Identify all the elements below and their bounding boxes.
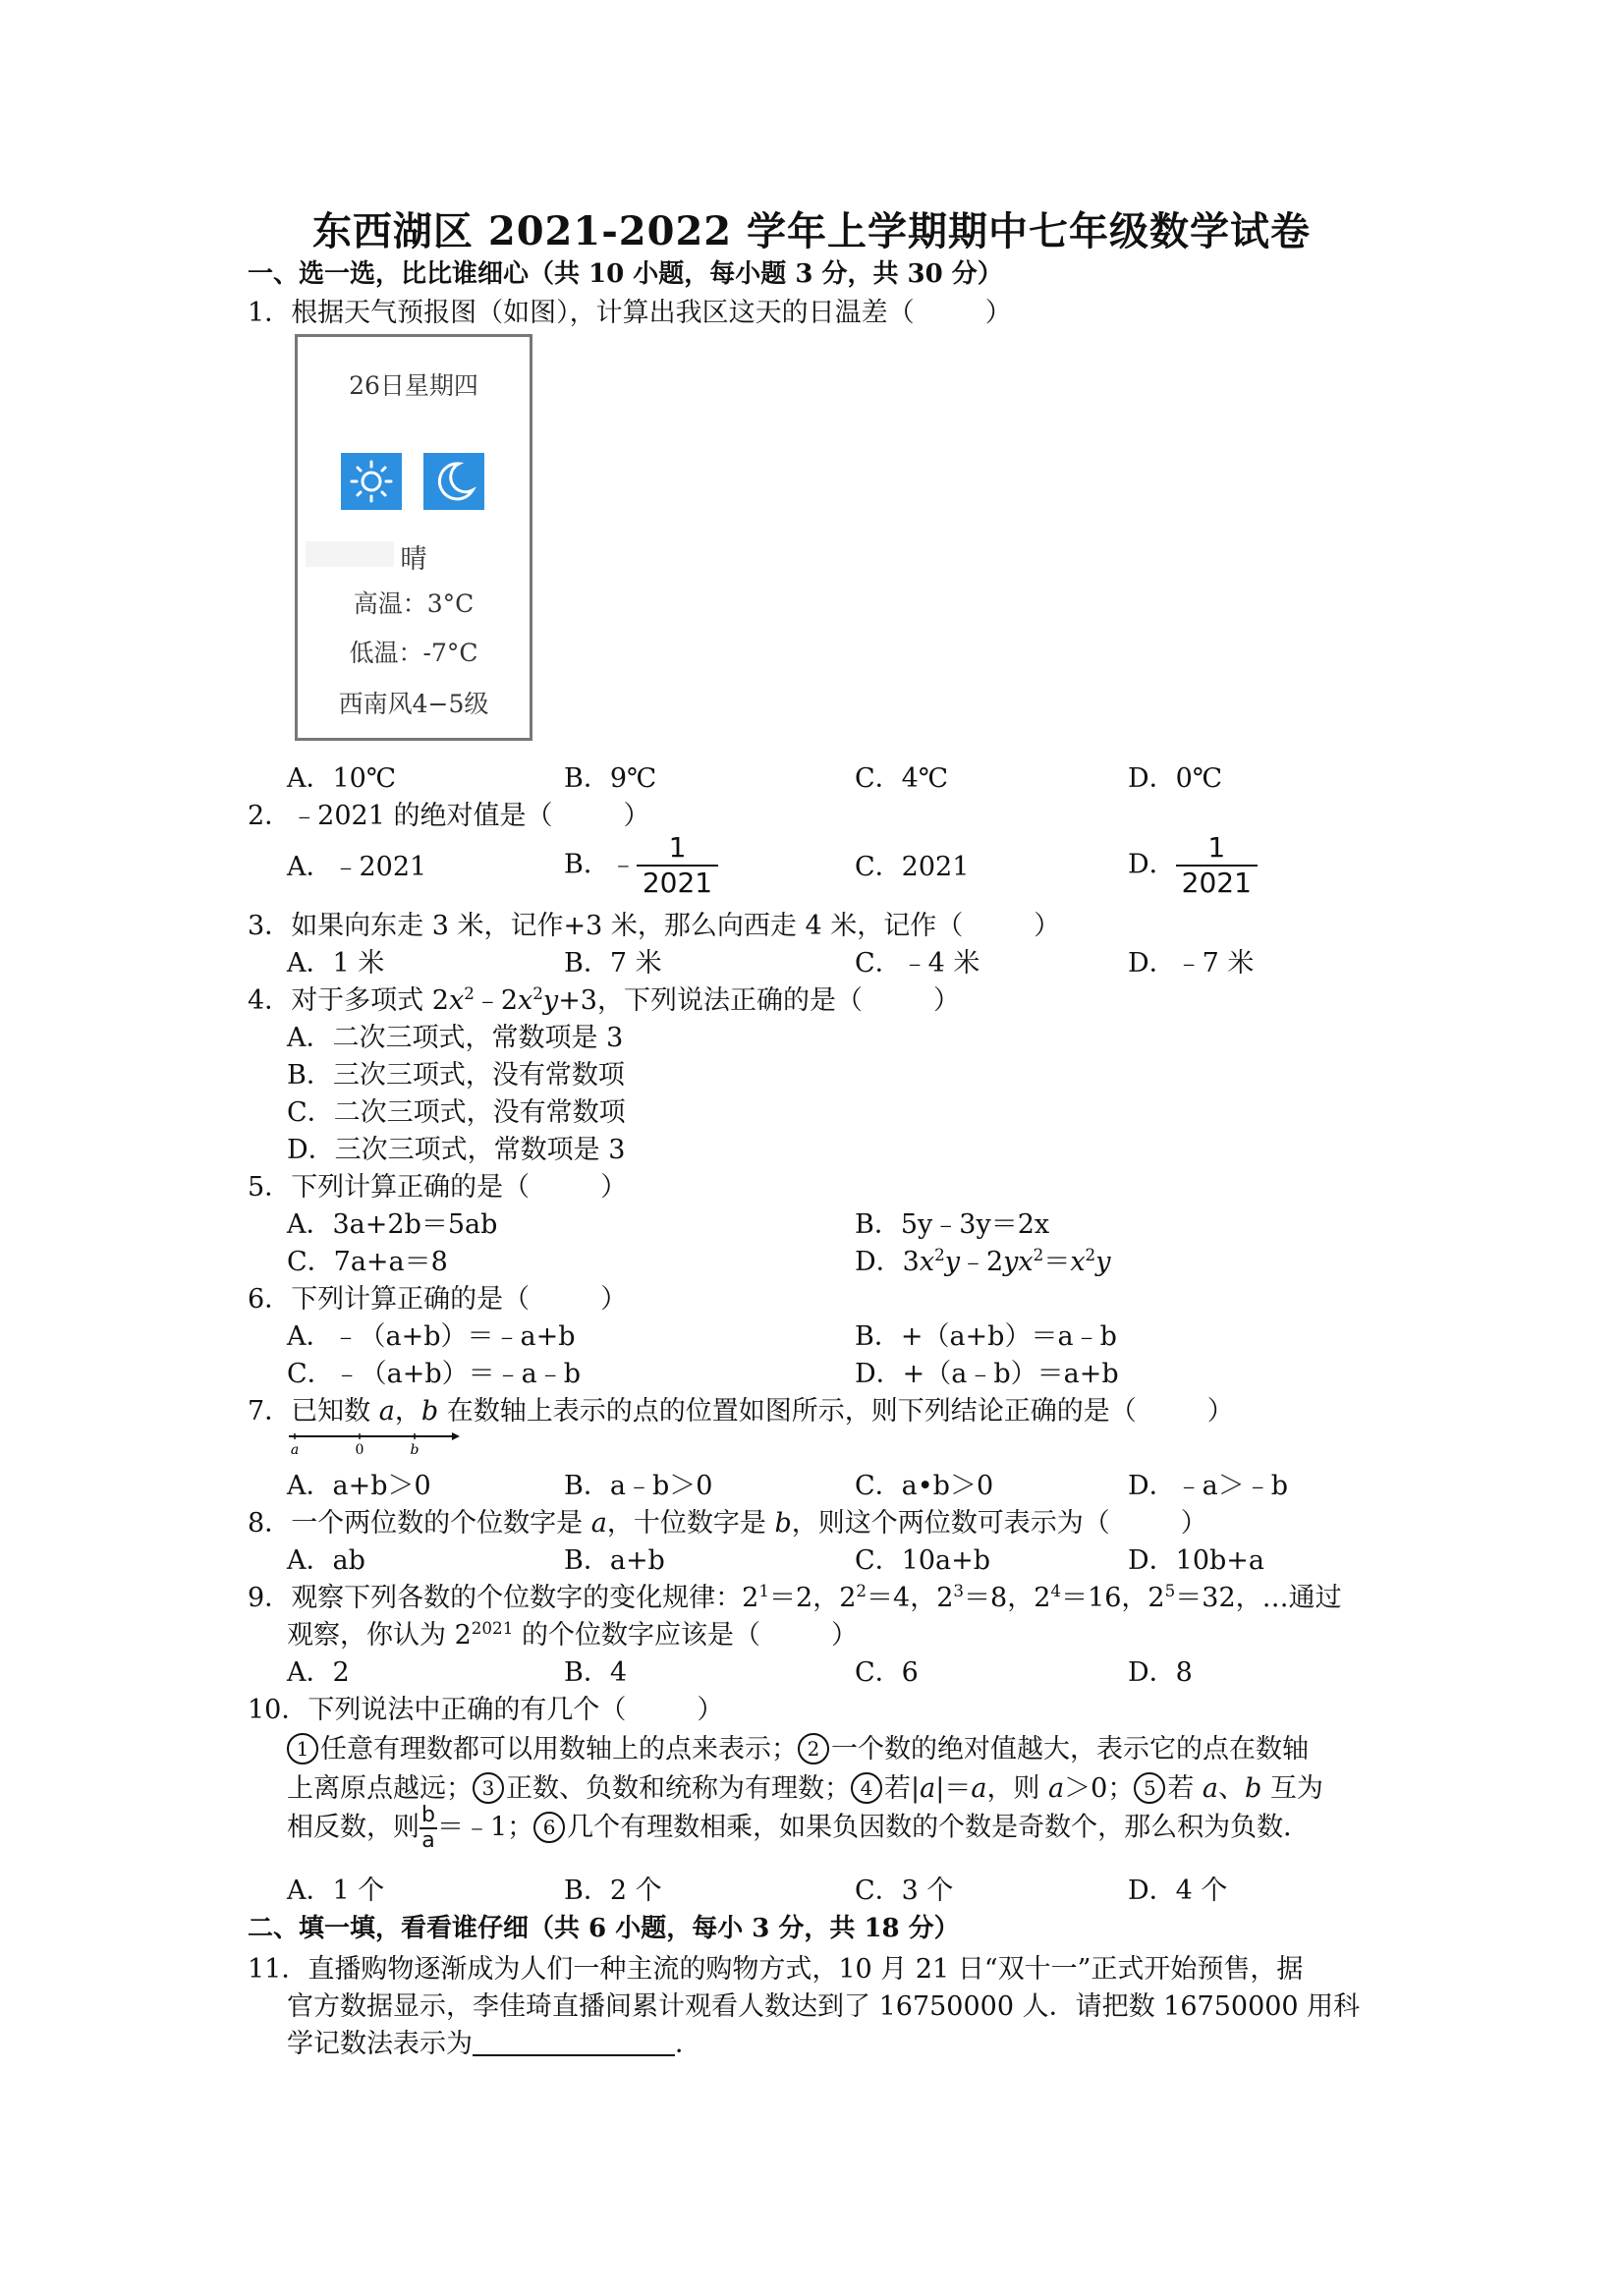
moon-icon <box>423 453 484 510</box>
option-part: ＝ <box>1043 1247 1071 1277</box>
q5-option-c: C．7a+a＝8 <box>287 1247 448 1277</box>
question-stem: 下列计算正确的是（ <box>291 1284 531 1315</box>
statement-5: 互为 <box>1261 1773 1323 1804</box>
question-paren-close: ） <box>984 298 1012 328</box>
stem-part: +3，下列说法正确的是（ <box>558 985 863 1016</box>
q10-option-b: B．2 个 <box>564 1876 662 1906</box>
minus-sign: ﹣ <box>609 849 637 880</box>
option-part: D．3 <box>855 1247 920 1277</box>
question-10-statements-line-2: 上离原点越远； 3 正数、负数和统称为有理数； 4 若|a|＝a，则 a＞0； 5 若 a、b 互为 <box>287 1773 1323 1804</box>
axis-label-zero: 0 <box>355 1442 364 1458</box>
fraction-b-over-a <box>420 1804 437 1853</box>
question-number: 3． <box>248 911 292 941</box>
q5-option-b: B．5y﹣3y＝2x <box>855 1209 1050 1240</box>
fraction-denominator: 2021 <box>1181 867 1252 899</box>
q4-option-d: D．三次三项式，常数项是 3 <box>287 1135 626 1165</box>
statement-2: 一个数的绝对值越大，表示它的点在数轴 <box>831 1734 1309 1764</box>
q9-option-c: C．6 <box>855 1657 919 1688</box>
fraction-numerator: 1 <box>637 831 718 867</box>
q9-option-a: A．2 <box>287 1657 350 1688</box>
circled-2: 2 <box>798 1733 829 1764</box>
q10-option-a: A．1 个 <box>287 1876 385 1906</box>
stem-part: ＝32，…通过 <box>1175 1583 1342 1613</box>
circled-4: 4 <box>851 1772 882 1804</box>
question-7: 7．已知数 a，b 在数轴上表示的点的位置如图所示，则下列结论正确的是（ ） <box>248 1396 1234 1427</box>
question-9-line-2 <box>287 1613 858 1652</box>
q6-option-d: D．+（a﹣b）＝a+b <box>855 1359 1119 1389</box>
weather-condition: 晴 <box>400 544 427 575</box>
question-stem: 如果向东走 3 米，记作+3 米，那么向西走 4 米，记作（ <box>291 911 964 941</box>
q5-option-d: D．$3x^2y﹣2yx^2=x^2y$ <box>855 1244 1111 1277</box>
weather-high-temp: 高温：3°C <box>353 589 475 618</box>
q1-option-d: D．0℃ <box>1128 763 1223 794</box>
q3-option-b: B．7 米 <box>564 948 662 979</box>
stem-part: ＝2，2 <box>769 1583 857 1613</box>
fraction <box>1176 831 1258 900</box>
question-10-statements-line-3 <box>287 1804 1310 1853</box>
question-number: 8． <box>248 1508 292 1539</box>
weather-wind: 西南风4−5级 <box>338 690 489 718</box>
q7-option-d: D．﹣a＞﹣b <box>1128 1471 1289 1501</box>
statement-6: 几个有理数相乘，如果负因数的个数是奇数个，那么积为负数． <box>567 1812 1311 1843</box>
q5-option-a: A．3a+2b＝5ab <box>287 1209 498 1240</box>
q1-option-c: C．4℃ <box>855 763 949 794</box>
exponent: 2021 <box>471 1617 514 1638</box>
stem-part: ，则这个两位数可表示为（ <box>791 1508 1110 1539</box>
axis-label-a: a <box>290 1442 300 1458</box>
q8-option-a: A．ab <box>287 1545 365 1576</box>
stem-part: 对于多项式 2 <box>291 985 449 1016</box>
question-number: 4． <box>248 985 292 1016</box>
q9-option-b: B．4 <box>564 1657 628 1688</box>
number-line-diagram <box>287 1430 464 1458</box>
statement-1: 任意有理数都可以用数轴上的点来表示； <box>320 1734 798 1764</box>
question-number: 7． <box>248 1396 292 1427</box>
question-3 <box>248 904 1060 942</box>
question-paren-close: ） <box>623 801 650 831</box>
stem-part: 在数轴上表示的点的位置如图所示，则下列结论正确的是（ <box>438 1396 1137 1427</box>
q7-option-a: A．a+b＞0 <box>287 1471 431 1501</box>
stem-part: ． <box>675 2029 701 2059</box>
sun-icon <box>341 453 402 510</box>
fraction-numerator: b <box>421 1803 435 1827</box>
question-paren-close: ） <box>1180 1508 1207 1539</box>
q3-option-d: D．﹣7 米 <box>1128 948 1255 979</box>
q4-option-b: B．三次三项式，没有常数项 <box>287 1060 625 1091</box>
statement-4: 若| <box>884 1773 921 1804</box>
q6-option-c: C．﹣（a+b）＝﹣a﹣b <box>287 1359 582 1389</box>
question-number: 9． <box>248 1583 292 1613</box>
question-stem: 下列说法中正确的有几个（ <box>308 1695 627 1725</box>
stem-part: 已知数 <box>291 1396 379 1427</box>
q3-option-c: C．﹣4 米 <box>855 948 980 979</box>
question-4: 4．对于多项式 $2x^2﹣2x^2y+3$，下列说法正确的是（ ） <box>248 982 960 1016</box>
question-5 <box>248 1165 627 1204</box>
q7-option-b: B．a﹣b＞0 <box>564 1471 713 1501</box>
q3-option-a: A．1 米 <box>287 948 385 979</box>
fraction-denominator: a <box>421 1828 435 1853</box>
fraction-numerator: 1 <box>1176 831 1258 867</box>
stem-part: ＝4，2 <box>867 1583 954 1613</box>
statement-3: 正数、负数和统称为有理数； <box>506 1773 851 1804</box>
question-10-statements-line-1 <box>287 1727 1309 1765</box>
stem-part: 观察，你认为 2 <box>287 1620 472 1651</box>
option-label: D． <box>1128 849 1176 880</box>
statement-2-cont: 上离原点越远； <box>287 1773 473 1804</box>
question-paren-close: ） <box>830 1620 858 1651</box>
q2-option-c: C．2021 <box>855 852 970 882</box>
stem-part: 一个两位数的个位数字是 <box>291 1508 591 1539</box>
exam-title: 东西湖区 2021-2022 学年上学期期中七年级数学试卷 <box>311 208 1312 254</box>
stem-part: 直播购物逐渐成为人们一种主流的购物方式，10 月 21 日“双十一”正式开始预售，据 <box>308 1954 1304 1985</box>
statement-4: ，则 <box>986 1773 1049 1804</box>
stem-part: ，十位数字是 <box>606 1508 775 1539</box>
option-label: B． <box>564 849 610 880</box>
q10-option-c: C．3 个 <box>855 1876 954 1906</box>
question-stem: 根据天气预报图（如图），计算出我区这天的日温差（ <box>291 298 915 328</box>
question-number: 11． <box>248 1954 308 1985</box>
question-1 <box>248 291 1012 329</box>
question-11-line-3 <box>287 2022 701 2060</box>
q1-option-a: A．10℃ <box>287 763 397 794</box>
circled-6: 6 <box>533 1812 565 1843</box>
question-11-line-1 <box>248 1947 1303 1986</box>
question-11-line-2: 官方数据显示，李佳琦直播间累计观看人数达到了 16750000 人．请把数 16750000 用科 <box>287 1991 1361 2022</box>
statement-5: 、 <box>1218 1773 1246 1804</box>
q2-option-a: A．﹣2021 <box>287 852 427 882</box>
q8-option-b: B．a+b <box>564 1545 665 1576</box>
weather-low-temp: 低温：-7°C <box>349 639 478 667</box>
q6-option-b: B．+（a+b）＝a﹣b <box>855 1321 1117 1352</box>
circled-5: 5 <box>1134 1772 1165 1804</box>
q8-option-d: D．10b+a <box>1128 1545 1265 1576</box>
option-part: ﹣2 <box>959 1247 1004 1277</box>
stem-part: 观察下列各数的个位数字的变化规律：2 <box>291 1583 759 1613</box>
stem-part: 学记数法表示为 <box>287 2029 473 2059</box>
stem-part: 的个位数字应该是（ <box>513 1620 760 1651</box>
question-2 <box>248 794 649 832</box>
q9-option-d: D．8 <box>1128 1657 1193 1688</box>
weather-forecast-card <box>295 334 532 741</box>
q2-option-d <box>1128 831 1258 900</box>
axis-label-b: b <box>410 1442 420 1458</box>
statement-4: |＝ <box>935 1773 972 1804</box>
question-number: 5． <box>248 1172 292 1203</box>
question-paren-close: ） <box>697 1695 724 1725</box>
q7-option-c: C．a•b＞0 <box>855 1471 994 1501</box>
statement-5-cont: ＝﹣1； <box>436 1812 534 1843</box>
question-stem: 下列计算正确的是（ <box>291 1172 531 1203</box>
question-number: 1． <box>248 298 292 328</box>
question-paren-close: ） <box>1206 1396 1234 1427</box>
q6-option-a: A．﹣（a+b）＝﹣a+b <box>287 1321 576 1352</box>
circled-1: 1 <box>287 1733 318 1764</box>
fraction <box>637 831 718 900</box>
question-paren-close: ） <box>933 985 960 1016</box>
question-paren-close: ） <box>600 1172 628 1203</box>
stem-part: ＝16，2 <box>1061 1583 1165 1613</box>
q10-option-d: D．4 个 <box>1128 1876 1228 1906</box>
stem-part: ， <box>394 1396 421 1427</box>
stem-part: ＝8，2 <box>964 1583 1051 1613</box>
q8-option-c: C．10a+b <box>855 1545 991 1576</box>
q4-option-c: C．二次三项式，没有常数项 <box>287 1097 626 1128</box>
question-9-line-1: 9．观察下列各数的个位数字的变化规律：$2^1=2$，$2^2=4$，$2^3=8$，$2^4=16$，$2^5=32$，…通过 <box>248 1580 1342 1613</box>
question-number: 10． <box>248 1695 308 1725</box>
question-8: 8．一个两位数的个位数字是 a，十位数字是 b，则这个两位数可表示为（ ） <box>248 1508 1207 1539</box>
fraction-denominator: 2021 <box>642 867 713 899</box>
statement-5-cont: 相反数，则 <box>287 1812 420 1843</box>
stem-part: ﹣2 <box>474 985 519 1016</box>
circled-3: 3 <box>473 1772 504 1804</box>
section-2-heading: 二、填一填，看看谁仔细（共 6 小题，每小 3 分，共 18 分） <box>248 1914 960 1943</box>
weather-date: 26日星期四 <box>349 371 478 400</box>
question-stem: ﹣2021 的绝对值是（ <box>291 801 553 831</box>
q2-option-b <box>564 831 718 900</box>
question-10 <box>248 1688 723 1726</box>
question-6 <box>248 1277 627 1316</box>
statement-4: ＞0； <box>1064 1773 1135 1804</box>
question-number: 2． <box>248 801 292 831</box>
question-paren-close: ） <box>1034 911 1061 941</box>
answer-blank[interactable] <box>473 2029 675 2056</box>
q4-option-a: A．二次三项式，常数项是 3 <box>287 1023 624 1053</box>
statement-5: 若 <box>1167 1773 1203 1804</box>
question-paren-close: ） <box>600 1284 628 1315</box>
question-number: 6． <box>248 1284 292 1315</box>
section-1-heading: 一、选一选，比比谁细心（共 10 小题，每小题 3 分，共 30 分） <box>248 259 1003 289</box>
q1-option-b: B．9℃ <box>564 763 657 794</box>
